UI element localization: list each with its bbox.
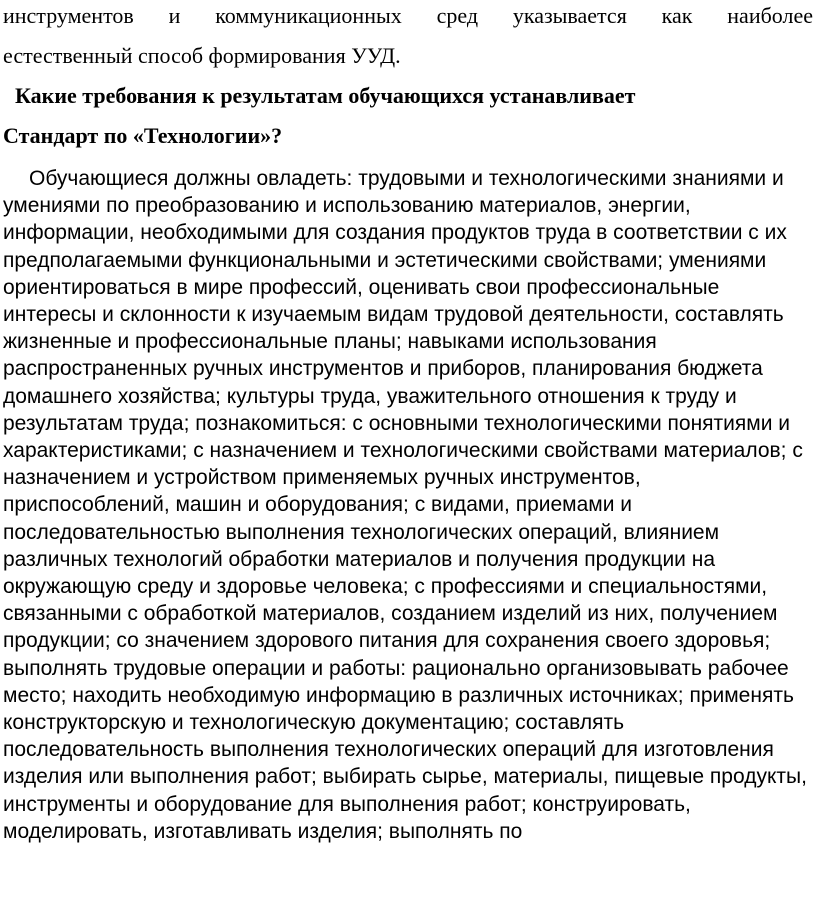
intro-line-1: инструментов и коммуникационных сред указывается как наиболее xyxy=(3,3,813,28)
section-heading xyxy=(3,76,813,156)
intro-paragraph xyxy=(3,0,813,76)
heading-line-1: Какие требования к результатам обучающихся устанавливает xyxy=(15,83,636,108)
body-paragraph: Обучающиеся должны овладеть: трудовыми и технологическими знаниями и умениями по преобразованию и использованию материалов, энергии, информации, необходимыми для создания продуктов труда в соответствии с их предполагаемыми функциональными и эстетическими свойствами; умениями ориентироваться в мире профессий, оценивать свои профессиональные интересы и склонности к изучаемым видам трудовой деятельности, составлять жизненные и профессиональные планы; навыками использования распространенных ручных инструментов и приборов, планирования бюджета домашнего хозяйства; культуры труда, уважительного отношения к труду и результатам труда; познакомиться: с основными технологическими понятиями и характеристиками; с назначением и технологическими свойствами материалов; с назначением и устройством применяемых ручных инструментов, приспособлений, машин и оборудования; с видами, приемами и последовательностью выполнения технологических операций, влиянием различных технологий обработки материалов и получения продукции на окружающую среду и здоровье человека; с профессиями и специальностями, связанными с обработкой материалов, созданием изделий из них, получением продукции; со значением здорового питания для сохранения своего здоровья; выполнять трудовые операции и работы: рационально организовывать рабочее место; находить необходимую информацию в различных источниках; применять конструкторскую и технологическую документацию; составлять последовательность выполнения технологических операций для изготовления изделия или выполнения работ; выбирать сырье, материалы, пищевые продукты, инструменты и оборудование для выполнения работ; конструировать, моделировать, изготавливать изделия; выполнять по xyxy=(3,167,807,843)
intro-line-2: естественный способ формирования УУД. xyxy=(3,43,401,68)
heading-line-2: Стандарт по «Технологии»? xyxy=(3,123,283,148)
